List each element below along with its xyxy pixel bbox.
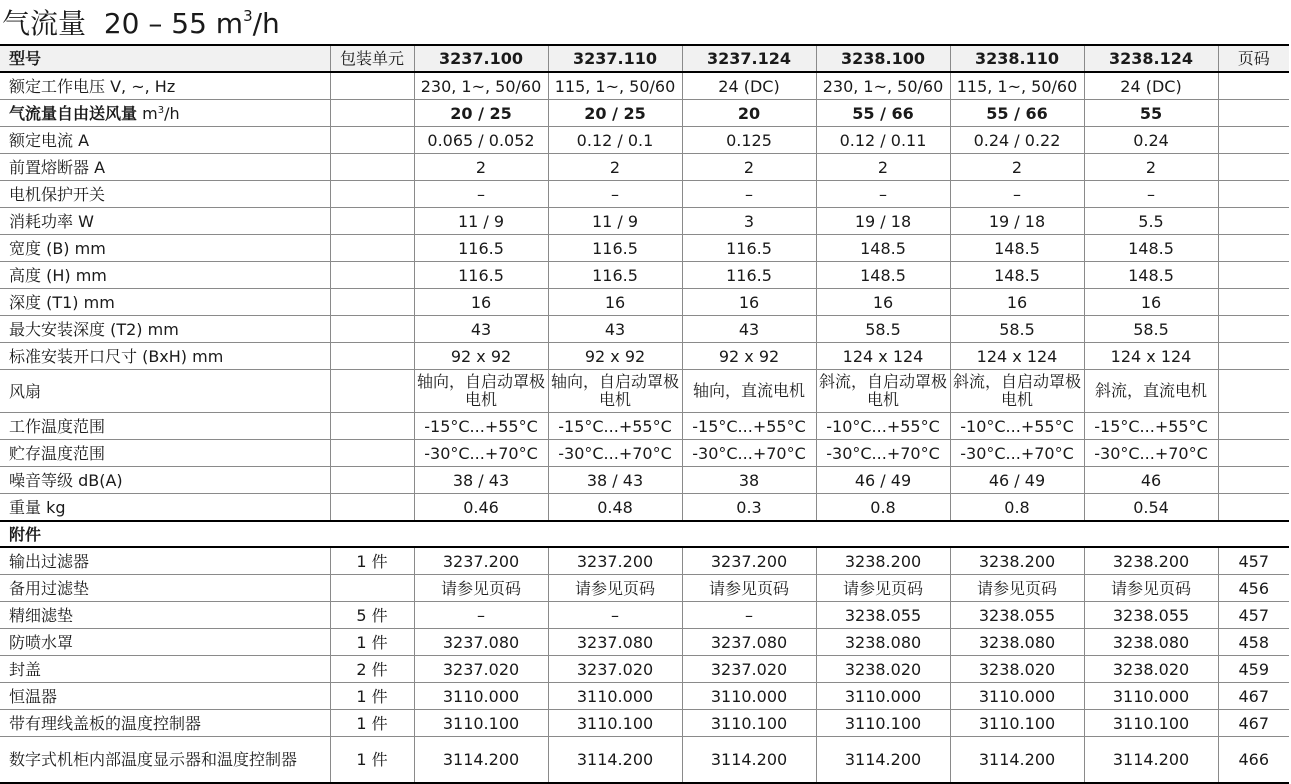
spec-value: -30°C...+70°C bbox=[414, 440, 548, 467]
accessory-page: 466 bbox=[1218, 737, 1289, 784]
accessory-page: 467 bbox=[1218, 683, 1289, 710]
spec-label-text: 气流量自由送风量 bbox=[9, 103, 138, 123]
accessory-value: 请参见页码 bbox=[548, 575, 682, 602]
spec-page-cell bbox=[1218, 72, 1289, 100]
spec-unit-cell bbox=[330, 208, 414, 235]
title-unit-tail: /h bbox=[252, 7, 280, 40]
spec-value: 11 / 9 bbox=[414, 208, 548, 235]
spec-value: 58.5 bbox=[950, 316, 1084, 343]
spec-row bbox=[0, 100, 1289, 127]
spec-label-text: 前置熔断器 A bbox=[9, 157, 106, 177]
spec-page-cell bbox=[1218, 440, 1289, 467]
accessory-value: 3238.080 bbox=[816, 629, 950, 656]
accessory-value: 3238.200 bbox=[1084, 547, 1218, 575]
spec-label-text: 宽度 (B) mm bbox=[9, 238, 106, 258]
spec-label bbox=[0, 181, 330, 208]
spec-unit-cell bbox=[330, 72, 414, 100]
spec-unit-cell bbox=[330, 235, 414, 262]
spec-value: 24 (DC) bbox=[682, 72, 816, 100]
spec-value: 2 bbox=[1084, 154, 1218, 181]
spec-value: 116.5 bbox=[548, 262, 682, 289]
unit-superscript: 3 bbox=[157, 104, 165, 116]
accessory-page: 459 bbox=[1218, 656, 1289, 683]
spec-value: 2 bbox=[950, 154, 1084, 181]
accessory-value: – bbox=[414, 602, 548, 629]
spec-value: 24 (DC) bbox=[1084, 72, 1218, 100]
spec-label bbox=[0, 235, 330, 262]
accessory-value: 请参见页码 bbox=[1084, 575, 1218, 602]
header-row bbox=[0, 45, 1289, 72]
spec-value: 0.24 bbox=[1084, 127, 1218, 154]
spec-row bbox=[0, 154, 1289, 181]
spec-page-cell bbox=[1218, 154, 1289, 181]
accessory-value: 3110.100 bbox=[1084, 710, 1218, 737]
spec-row bbox=[0, 181, 1289, 208]
spec-page-cell bbox=[1218, 100, 1289, 127]
unit-base: m bbox=[142, 103, 158, 123]
spec-value: 148.5 bbox=[816, 235, 950, 262]
spec-page-cell bbox=[1218, 467, 1289, 494]
accessory-row bbox=[0, 575, 1289, 602]
spec-value: 0.3 bbox=[682, 494, 816, 522]
spec-value: -10°C...+55°C bbox=[950, 413, 1084, 440]
accessory-value: 3237.200 bbox=[682, 547, 816, 575]
spec-unit-cell bbox=[330, 262, 414, 289]
spec-label-text: 电机保护开关 bbox=[9, 184, 106, 204]
spec-unit-cell bbox=[330, 343, 414, 370]
spec-label-text: 贮存温度范围 bbox=[9, 443, 106, 463]
spec-value: 16 bbox=[1084, 289, 1218, 316]
accessory-label: 精细滤垫 bbox=[0, 602, 330, 629]
spec-value: 55 / 66 bbox=[816, 100, 950, 127]
accessory-value: 3238.080 bbox=[1084, 629, 1218, 656]
accessory-page: 456 bbox=[1218, 575, 1289, 602]
spec-rows bbox=[0, 72, 1289, 521]
spec-value: 19 / 18 bbox=[816, 208, 950, 235]
spec-value: 116.5 bbox=[548, 235, 682, 262]
accessory-value: 3237.020 bbox=[548, 656, 682, 683]
spec-value: 92 x 92 bbox=[414, 343, 548, 370]
accessory-value: 3238.055 bbox=[950, 602, 1084, 629]
spec-label bbox=[0, 208, 330, 235]
spec-value: – bbox=[1084, 181, 1218, 208]
accessory-value: 请参见页码 bbox=[682, 575, 816, 602]
accessory-unit: 1 件 bbox=[330, 710, 414, 737]
spec-unit-cell bbox=[330, 494, 414, 522]
spec-row bbox=[0, 72, 1289, 100]
accessory-value: 3238.200 bbox=[816, 547, 950, 575]
spec-value: 148.5 bbox=[950, 235, 1084, 262]
spec-page-cell bbox=[1218, 127, 1289, 154]
accessory-row bbox=[0, 710, 1289, 737]
title-unit-superscript: 3 bbox=[243, 7, 253, 25]
spec-value: -30°C...+70°C bbox=[682, 440, 816, 467]
spec-row bbox=[0, 440, 1289, 467]
accessory-value: 3110.000 bbox=[816, 683, 950, 710]
accessory-value: 3238.055 bbox=[1084, 602, 1218, 629]
spec-page-cell bbox=[1218, 494, 1289, 522]
spec-page-cell bbox=[1218, 262, 1289, 289]
spec-value: 0.12 / 0.11 bbox=[816, 127, 950, 154]
accessory-value: 3238.055 bbox=[816, 602, 950, 629]
spec-row bbox=[0, 289, 1289, 316]
title-main: 气流量 bbox=[2, 7, 87, 40]
spec-label bbox=[0, 72, 330, 100]
spec-row bbox=[0, 235, 1289, 262]
spec-value: 斜流，直流电机 bbox=[1084, 370, 1218, 413]
accessory-value: 3237.020 bbox=[682, 656, 816, 683]
spec-label bbox=[0, 413, 330, 440]
spec-value: 0.46 bbox=[414, 494, 548, 522]
spec-page-cell bbox=[1218, 289, 1289, 316]
spec-label-text: 标准安装开口尺寸 (BxH) mm bbox=[9, 346, 224, 366]
accessory-value: 请参见页码 bbox=[816, 575, 950, 602]
header-model: 3238.110 bbox=[950, 45, 1084, 72]
spec-value: 92 x 92 bbox=[682, 343, 816, 370]
spec-label bbox=[0, 440, 330, 467]
page-title bbox=[2, 6, 280, 42]
spec-value: 轴向，自启动罩极电机 bbox=[414, 370, 548, 413]
spec-label-text: 噪音等级 dB(A) bbox=[9, 470, 123, 490]
spec-label bbox=[0, 343, 330, 370]
accessory-value: 3110.000 bbox=[682, 683, 816, 710]
accessory-row bbox=[0, 629, 1289, 656]
accessory-label: 数字式机柜内部温度显示器和温度控制器 bbox=[0, 737, 330, 784]
accessory-value: 请参见页码 bbox=[414, 575, 548, 602]
header-model: 3238.100 bbox=[816, 45, 950, 72]
accessory-label: 带有理线盖板的温度控制器 bbox=[0, 710, 330, 737]
spec-value: – bbox=[950, 181, 1084, 208]
spec-value: 43 bbox=[682, 316, 816, 343]
spec-value: 斜流，自启动罩极电机 bbox=[816, 370, 950, 413]
spec-value: 2 bbox=[548, 154, 682, 181]
spec-value: 5.5 bbox=[1084, 208, 1218, 235]
accessory-row bbox=[0, 602, 1289, 629]
accessory-value: 3237.080 bbox=[548, 629, 682, 656]
spec-row bbox=[0, 370, 1289, 413]
spec-label-text: 风扇 bbox=[9, 381, 42, 401]
spec-value: 20 bbox=[682, 100, 816, 127]
spec-value: 46 / 49 bbox=[950, 467, 1084, 494]
spec-page-cell bbox=[1218, 343, 1289, 370]
spec-row bbox=[0, 343, 1289, 370]
header-model: 3237.124 bbox=[682, 45, 816, 72]
spec-value: 55 bbox=[1084, 100, 1218, 127]
spec-unit-cell bbox=[330, 289, 414, 316]
accessory-page: 457 bbox=[1218, 547, 1289, 575]
spec-label bbox=[0, 100, 330, 127]
accessory-value: 3114.200 bbox=[682, 737, 816, 784]
spec-value: -30°C...+70°C bbox=[816, 440, 950, 467]
accessory-value: 3237.200 bbox=[414, 547, 548, 575]
accessory-value: 3237.080 bbox=[682, 629, 816, 656]
spec-page-cell bbox=[1218, 413, 1289, 440]
accessory-value: 3110.000 bbox=[950, 683, 1084, 710]
accessory-unit: 1 件 bbox=[330, 737, 414, 784]
spec-label-text: 消耗功率 W bbox=[9, 211, 94, 231]
accessory-label: 防喷水罩 bbox=[0, 629, 330, 656]
spec-value: 2 bbox=[816, 154, 950, 181]
spec-label bbox=[0, 316, 330, 343]
spec-label-text: 重量 kg bbox=[9, 497, 66, 517]
accessory-unit bbox=[330, 575, 414, 602]
spec-value: – bbox=[816, 181, 950, 208]
spec-value: -15°C...+55°C bbox=[414, 413, 548, 440]
spec-value: 43 bbox=[548, 316, 682, 343]
spec-label bbox=[0, 262, 330, 289]
spec-value: 轴向，直流电机 bbox=[682, 370, 816, 413]
accessory-value: 3110.100 bbox=[950, 710, 1084, 737]
spec-page-cell bbox=[1218, 370, 1289, 413]
accessory-value: 3110.000 bbox=[414, 683, 548, 710]
accessory-label: 恒温器 bbox=[0, 683, 330, 710]
spec-label-unit bbox=[137, 104, 180, 123]
spec-value: 148.5 bbox=[1084, 262, 1218, 289]
spec-label bbox=[0, 127, 330, 154]
spec-value: 16 bbox=[816, 289, 950, 316]
spec-label-text: 最大安装深度 (T2) mm bbox=[9, 319, 179, 339]
spec-unit-cell bbox=[330, 154, 414, 181]
spec-value: 46 / 49 bbox=[816, 467, 950, 494]
spec-value: 0.125 bbox=[682, 127, 816, 154]
spec-value: 0.12 / 0.1 bbox=[548, 127, 682, 154]
spec-unit-cell bbox=[330, 413, 414, 440]
spec-value: – bbox=[414, 181, 548, 208]
spec-label bbox=[0, 370, 330, 413]
accessory-value: 3238.020 bbox=[816, 656, 950, 683]
spec-value: 0.54 bbox=[1084, 494, 1218, 522]
spec-value: 0.24 / 0.22 bbox=[950, 127, 1084, 154]
spec-value: 16 bbox=[548, 289, 682, 316]
accessory-label: 封盖 bbox=[0, 656, 330, 683]
spec-label bbox=[0, 289, 330, 316]
spec-value: 115, 1~, 50/60 bbox=[950, 72, 1084, 100]
spec-label bbox=[0, 467, 330, 494]
accessory-value: 3110.000 bbox=[1084, 683, 1218, 710]
spec-label-text: 高度 (H) mm bbox=[9, 265, 107, 285]
accessory-value: 3237.080 bbox=[414, 629, 548, 656]
spec-row bbox=[0, 208, 1289, 235]
spec-value: 20 / 25 bbox=[414, 100, 548, 127]
accessory-unit: 1 件 bbox=[330, 547, 414, 575]
spec-value: 124 x 124 bbox=[950, 343, 1084, 370]
spec-table bbox=[0, 44, 1289, 784]
spec-value: 58.5 bbox=[1084, 316, 1218, 343]
accessory-value: 3114.200 bbox=[816, 737, 950, 784]
spec-row bbox=[0, 494, 1289, 522]
accessory-label: 输出过滤器 bbox=[0, 547, 330, 575]
accessory-page: 457 bbox=[1218, 602, 1289, 629]
spec-page-cell bbox=[1218, 235, 1289, 262]
spec-value: 230, 1~, 50/60 bbox=[816, 72, 950, 100]
accessory-value: 3114.200 bbox=[548, 737, 682, 784]
spec-value: -15°C...+55°C bbox=[1084, 413, 1218, 440]
spec-value: 轴向，自启动罩极电机 bbox=[548, 370, 682, 413]
spec-value: 0.48 bbox=[548, 494, 682, 522]
spec-row bbox=[0, 262, 1289, 289]
spec-label-text: 额定电流 A bbox=[9, 130, 90, 150]
accessory-unit: 5 件 bbox=[330, 602, 414, 629]
spec-page-cell bbox=[1218, 208, 1289, 235]
spec-value: 92 x 92 bbox=[548, 343, 682, 370]
spec-value: 148.5 bbox=[1084, 235, 1218, 262]
spec-value: 2 bbox=[682, 154, 816, 181]
header-model: 3237.100 bbox=[414, 45, 548, 72]
accessory-value: 请参见页码 bbox=[950, 575, 1084, 602]
spec-unit-cell bbox=[330, 316, 414, 343]
accessory-page: 458 bbox=[1218, 629, 1289, 656]
spec-unit-cell bbox=[330, 127, 414, 154]
header-label: 型号 bbox=[0, 45, 330, 72]
spec-value: 116.5 bbox=[414, 262, 548, 289]
spec-label-text: 工作温度范围 bbox=[9, 416, 106, 436]
spec-value: – bbox=[548, 181, 682, 208]
spec-row bbox=[0, 127, 1289, 154]
accessory-value: 3110.100 bbox=[682, 710, 816, 737]
spec-value: 116.5 bbox=[414, 235, 548, 262]
spec-value: 116.5 bbox=[682, 262, 816, 289]
spec-value: 230, 1~, 50/60 bbox=[414, 72, 548, 100]
accessory-row bbox=[0, 737, 1289, 784]
spec-value: 116.5 bbox=[682, 235, 816, 262]
spec-value: 38 / 43 bbox=[414, 467, 548, 494]
spec-row bbox=[0, 413, 1289, 440]
spec-value: 16 bbox=[950, 289, 1084, 316]
spec-value: 0.8 bbox=[816, 494, 950, 522]
spec-label bbox=[0, 154, 330, 181]
header-model: 3238.124 bbox=[1084, 45, 1218, 72]
header-unit: 包装单元 bbox=[330, 45, 414, 72]
accessory-row bbox=[0, 547, 1289, 575]
spec-label-text: 额定工作电压 V, ~, Hz bbox=[9, 76, 176, 96]
accessory-row bbox=[0, 656, 1289, 683]
spec-value: – bbox=[682, 181, 816, 208]
spec-value: 124 x 124 bbox=[816, 343, 950, 370]
spec-value: 斜流，自启动罩极电机 bbox=[950, 370, 1084, 413]
accessory-value: 3110.100 bbox=[548, 710, 682, 737]
spec-value: 58.5 bbox=[816, 316, 950, 343]
spec-unit-cell bbox=[330, 467, 414, 494]
accessory-value: 3238.020 bbox=[1084, 656, 1218, 683]
accessory-value: 3114.200 bbox=[414, 737, 548, 784]
spec-page-cell bbox=[1218, 181, 1289, 208]
spec-value: 46 bbox=[1084, 467, 1218, 494]
spec-value: 3 bbox=[682, 208, 816, 235]
accessory-value: 3237.020 bbox=[414, 656, 548, 683]
spec-value: 38 bbox=[682, 467, 816, 494]
spec-value: 115, 1~, 50/60 bbox=[548, 72, 682, 100]
accessory-value: 3238.020 bbox=[950, 656, 1084, 683]
accessories-title: 附件 bbox=[0, 521, 1289, 547]
spec-value: -30°C...+70°C bbox=[950, 440, 1084, 467]
accessories-section-row bbox=[0, 521, 1289, 547]
spec-label-text: 深度 (T1) mm bbox=[9, 292, 115, 312]
unit-tail: /h bbox=[164, 103, 180, 123]
spec-value: 2 bbox=[414, 154, 548, 181]
accessory-page: 467 bbox=[1218, 710, 1289, 737]
spec-value: 148.5 bbox=[950, 262, 1084, 289]
spec-unit-cell bbox=[330, 181, 414, 208]
accessory-value: 3110.100 bbox=[414, 710, 548, 737]
spec-row bbox=[0, 467, 1289, 494]
spec-value: -15°C...+55°C bbox=[682, 413, 816, 440]
spec-value: -10°C...+55°C bbox=[816, 413, 950, 440]
accessory-value: – bbox=[682, 602, 816, 629]
header-model: 3237.110 bbox=[548, 45, 682, 72]
accessory-unit: 1 件 bbox=[330, 629, 414, 656]
spec-value: 16 bbox=[682, 289, 816, 316]
spec-value: -30°C...+70°C bbox=[548, 440, 682, 467]
accessory-unit: 1 件 bbox=[330, 683, 414, 710]
accessory-rows bbox=[0, 547, 1289, 783]
title-range: 20 – 55 m bbox=[103, 7, 244, 40]
accessory-value: – bbox=[548, 602, 682, 629]
spec-value: 124 x 124 bbox=[1084, 343, 1218, 370]
spec-page-cell bbox=[1218, 316, 1289, 343]
spec-value: 11 / 9 bbox=[548, 208, 682, 235]
accessory-row bbox=[0, 683, 1289, 710]
spec-value: 38 / 43 bbox=[548, 467, 682, 494]
spec-label bbox=[0, 494, 330, 522]
spec-value: 43 bbox=[414, 316, 548, 343]
accessory-label: 备用过滤垫 bbox=[0, 575, 330, 602]
accessory-value: 3237.200 bbox=[548, 547, 682, 575]
spec-value: 55 / 66 bbox=[950, 100, 1084, 127]
accessory-value: 3238.080 bbox=[950, 629, 1084, 656]
accessory-unit: 2 件 bbox=[330, 656, 414, 683]
accessory-value: 3114.200 bbox=[950, 737, 1084, 784]
spec-value: 0.065 / 0.052 bbox=[414, 127, 548, 154]
spec-value: 16 bbox=[414, 289, 548, 316]
spec-value: 0.8 bbox=[950, 494, 1084, 522]
header-page: 页码 bbox=[1218, 45, 1289, 72]
accessory-value: 3238.200 bbox=[950, 547, 1084, 575]
accessory-value: 3110.100 bbox=[816, 710, 950, 737]
spec-unit-cell bbox=[330, 100, 414, 127]
spec-value: 148.5 bbox=[816, 262, 950, 289]
spec-value: -15°C...+55°C bbox=[548, 413, 682, 440]
spec-unit-cell bbox=[330, 370, 414, 413]
accessory-value: 3110.000 bbox=[548, 683, 682, 710]
accessory-value: 3114.200 bbox=[1084, 737, 1218, 784]
spec-unit-cell bbox=[330, 440, 414, 467]
spec-value: -30°C...+70°C bbox=[1084, 440, 1218, 467]
spec-value: 19 / 18 bbox=[950, 208, 1084, 235]
spec-row bbox=[0, 316, 1289, 343]
spec-value: 20 / 25 bbox=[548, 100, 682, 127]
